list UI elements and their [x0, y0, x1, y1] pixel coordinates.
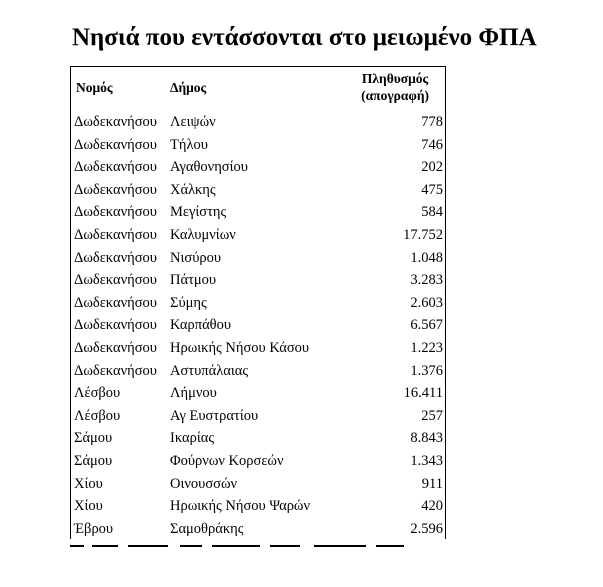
- cell-population: 1.376: [410, 362, 443, 379]
- cell-nomos: Δωδεκανήσου: [74, 362, 157, 379]
- cell-nomos: Λέσβου: [74, 385, 121, 402]
- cell-nomos: Σάμου: [74, 430, 113, 447]
- cell-nomos: Δωδεκανήσου: [74, 181, 157, 198]
- table-row: [71, 495, 445, 518]
- cell-population: 475: [421, 181, 443, 198]
- table-row: [71, 292, 445, 315]
- table-row: [71, 314, 445, 337]
- cell-nomos: Δωδεκανήσου: [74, 294, 157, 311]
- table-row: [71, 224, 445, 247]
- table-row: [71, 518, 445, 541]
- table-row: [71, 450, 445, 473]
- cell-population: 584: [421, 204, 443, 221]
- column-header-population-line2: (απογραφή): [361, 88, 429, 103]
- cell-population: 1.343: [410, 452, 443, 469]
- column-header-nomos: Νομός: [76, 80, 113, 95]
- table-row: [71, 201, 445, 224]
- cell-nomos: Δωδεκανήσου: [74, 249, 157, 266]
- page-title: Νησιά που εντάσσονται στο μειωμένο ΦΠΑ: [72, 24, 537, 51]
- table-row: [71, 337, 445, 360]
- cell-nomos: Λέσβου: [74, 407, 121, 424]
- cell-dimos: Τήλου: [170, 136, 208, 153]
- cell-population: 420: [421, 498, 443, 515]
- column-header-dimos: Δήμος: [170, 80, 207, 95]
- cell-dimos: Χάλκης: [170, 181, 216, 198]
- cell-dimos: Αγ Ευστρατίου: [170, 407, 259, 424]
- table-row: [71, 382, 445, 405]
- cell-population: 778: [421, 114, 443, 130]
- cell-dimos: Καλυμνίων: [170, 226, 236, 243]
- table-row: [71, 179, 445, 202]
- table-row: [71, 134, 445, 157]
- cell-population: 8.843: [410, 430, 443, 447]
- cell-population: 16.411: [403, 385, 443, 402]
- cell-dimos: Νισύρου: [170, 249, 222, 266]
- cell-dimos: Λειψών: [170, 114, 216, 130]
- cell-dimos: Μεγίστης: [170, 204, 227, 221]
- table-row: [71, 156, 445, 179]
- cell-nomos: Δωδεκανήσου: [74, 317, 157, 334]
- vat-islands-table: [70, 66, 446, 539]
- cell-nomos: Δωδεκανήσου: [74, 114, 157, 130]
- cell-nomos: Δωδεκανήσου: [74, 339, 157, 356]
- cell-population: 1.223: [410, 339, 443, 356]
- table-row: [71, 269, 445, 292]
- cell-population: 202: [421, 159, 443, 176]
- table-row: [71, 427, 445, 450]
- cell-population: 2.596: [410, 520, 443, 537]
- column-header-population: [361, 70, 429, 104]
- cell-dimos: Ικαρίας: [170, 430, 215, 447]
- table-row: [71, 360, 445, 383]
- cell-population: 2.603: [410, 294, 443, 311]
- cell-population: 746: [421, 136, 443, 153]
- cell-nomos: Χίου: [74, 475, 103, 492]
- cropped-text-remnant: [70, 542, 410, 548]
- cell-dimos: Πάτμου: [170, 272, 217, 289]
- cell-population: 1.048: [410, 249, 443, 266]
- cell-dimos: Καρπάθου: [170, 317, 232, 334]
- cell-nomos: Δωδεκανήσου: [74, 226, 157, 243]
- table-row: [71, 405, 445, 428]
- cell-dimos: Ηρωικής Νήσου Ψαρών: [170, 498, 311, 515]
- column-header-population-line1: Πληθυσμός: [361, 71, 429, 86]
- cell-population: 257: [421, 407, 443, 424]
- cell-dimos: Φούρνων Κορσεών: [170, 452, 284, 469]
- cell-dimos: Αστυπάλαιας: [170, 362, 249, 379]
- table-row: [71, 111, 445, 134]
- cell-nomos: Σάμου: [74, 452, 113, 469]
- table-row: [71, 247, 445, 270]
- cell-nomos: Χίου: [74, 498, 103, 515]
- table-body: [71, 111, 445, 540]
- cell-population: 911: [421, 475, 443, 492]
- cell-dimos: Σύμης: [170, 294, 207, 311]
- cell-dimos: Σαμοθράκης: [170, 520, 244, 537]
- cell-population: 6.567: [410, 317, 443, 334]
- cell-population: 17.752: [403, 226, 443, 243]
- cell-nomos: Δωδεκανήσου: [74, 159, 157, 176]
- cell-nomos: Δωδεκανήσου: [74, 204, 157, 221]
- cell-nomos: Έβρου: [74, 520, 114, 537]
- cell-dimos: Οινουσσών: [170, 475, 238, 492]
- cell-nomos: Δωδεκανήσου: [74, 272, 157, 289]
- table-row: [71, 473, 445, 496]
- cell-dimos: Λήμνου: [170, 385, 217, 402]
- cell-dimos: Ηρωικής Νήσου Κάσου: [170, 339, 310, 356]
- cell-population: 3.283: [410, 272, 443, 289]
- cell-dimos: Αγαθονησίου: [170, 159, 248, 176]
- cell-nomos: Δωδεκανήσου: [74, 136, 157, 153]
